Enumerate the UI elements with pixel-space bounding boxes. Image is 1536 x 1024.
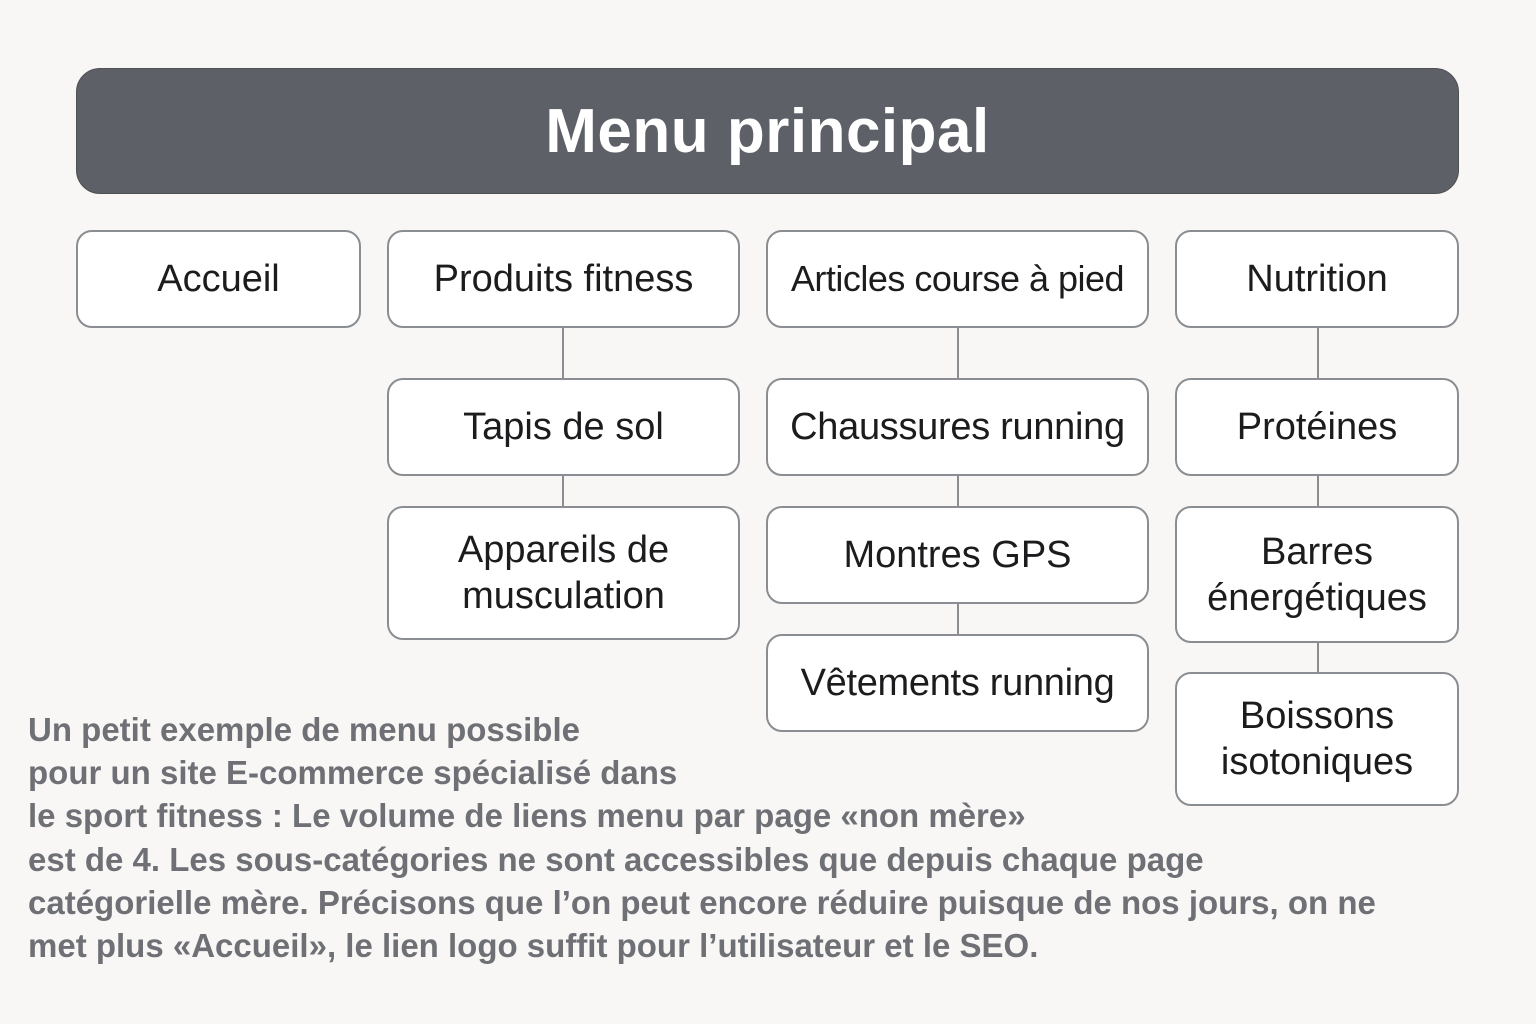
caption-line: pour un site E-commerce spécialisé dans — [28, 754, 678, 792]
connector — [957, 604, 959, 635]
caption-line: met plus «Accueil», le lien logo suffit pour l’utilisateur et le SEO. — [28, 927, 1039, 965]
subcategory-label: Chaussures running — [790, 406, 1125, 448]
subcategory-tapis-de-sol — [387, 378, 740, 476]
subcategory-label: Protéines — [1236, 406, 1398, 448]
caption — [28, 708, 1528, 967]
subcategory-label: Boissons isotoniques — [1220, 695, 1414, 783]
subcategory-label: Appareils de musculation — [457, 529, 670, 617]
category-label: Nutrition — [1246, 258, 1388, 300]
subcategory-label: Tapis de sol — [463, 406, 664, 448]
connector — [562, 476, 564, 507]
connector — [957, 328, 959, 379]
subcategory-proteines — [1175, 378, 1459, 476]
category-nutrition — [1175, 230, 1459, 328]
connector — [562, 328, 564, 379]
caption-line: Un petit exemple de menu possible — [28, 711, 580, 748]
subcategory-montres-gps — [766, 506, 1149, 604]
connector — [1317, 476, 1319, 507]
category-produits-fitness — [387, 230, 740, 328]
connector — [957, 476, 959, 507]
caption-line: est de 4. Les sous-catégories ne sont accessibles que depuis chaque page — [28, 840, 1204, 878]
category-label: Produits fitness — [433, 258, 694, 300]
diagram-title: Menu principal — [545, 96, 990, 166]
subcategory-appareils-musculation — [387, 506, 740, 640]
subcategory-label: Vêtements running — [800, 662, 1115, 704]
connector — [1317, 328, 1319, 379]
subcategory-label: Montres GPS — [843, 534, 1072, 576]
caption-line: catégorielle mère. Précisons que l’on peut encore réduire puisque de nos jours, on ne — [28, 883, 1376, 921]
subcategory-chaussures-running — [766, 378, 1149, 476]
caption-line: le sport fitness : Le volume de liens menu par page «non mère» — [28, 797, 1026, 835]
subcategory-barres-energetiques — [1175, 506, 1459, 643]
category-label: Accueil — [157, 258, 280, 300]
connector — [1317, 643, 1319, 673]
category-accueil — [76, 230, 361, 328]
subcategory-label: Barres énergétiques — [1207, 530, 1427, 619]
category-label: Articles course à pied — [790, 258, 1125, 299]
category-articles-course — [766, 230, 1149, 328]
menu-header — [76, 68, 1459, 194]
